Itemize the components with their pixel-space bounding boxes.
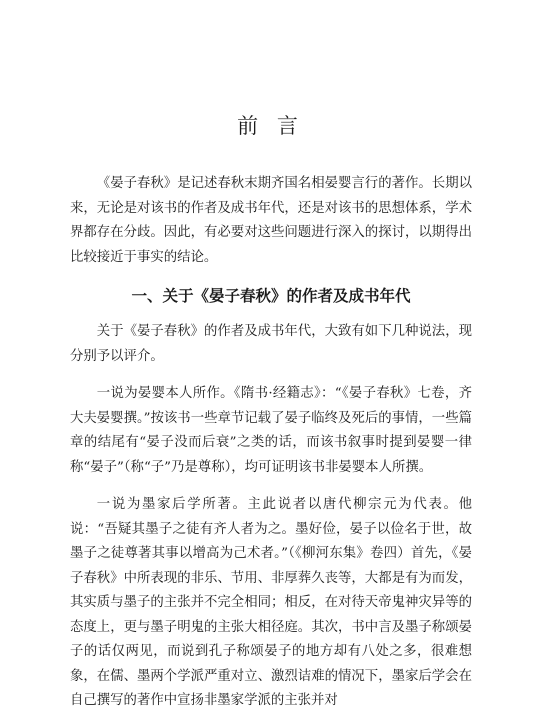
document-body <box>70 172 472 727</box>
body-paragraph: 一说为墨家后学所著。主此说者以唐代柳宗元为代表。他说：“吾疑其墨子之徒有齐人者为之。墨好俭，晏子以俭名于世，故墨子之徒尊著其事以增高为己术者。”（《柳河东集》卷四）首先，《晏子春秋》中所表现的非乐、节用、非厚葬久丧等，大都是有为而发，其实质与墨子的主张并不完全相同；相反，在对待天帝鬼神灾异等的态度上，更与墨子明鬼的主张大相径庭。其次，书中言及墨子称颂晏子的话仅两见，而说到孔子称颂晏子的地方却有八处之多，很难想象，在儒、墨两个学派严重对立、激烈诘难的情况下，墨家后学会在自己撰写的著作中宣扬非墨家学派的主张并对 <box>70 497 472 708</box>
section-heading: 一、关于《晏子春秋》的作者及成书年代 <box>131 287 411 305</box>
body-paragraph: 一说为晏婴本人所作。《隋书·经籍志》：“《晏子春秋》七卷，齐大夫晏婴撰。”按该书一些章节记载了晏子临终及死后的事情，一些篇章的结尾有“晏子没而后衰”之类的话，而该书叙事时提到晏婴一律称“晏子”（称“子”乃是尊称），均可证明该书非晏婴本人所撰。 <box>70 386 472 475</box>
page-title: 前 言 <box>237 114 304 138</box>
intro-paragraph: 《晏子春秋》是记述春秋末期齐国名相晏婴言行的著作。长期以来，无论是对该书的作者及成书年代，还是对该书的思想体系，学术界都存在分歧。因此，有必要对这些问题进行深入的探讨，以期得出比较接近于事实的结论。 <box>70 176 472 265</box>
body-paragraph: 关于《晏子春秋》的作者及成书年代，大致有如下几种说法，现分别予以评介。 <box>70 324 472 364</box>
